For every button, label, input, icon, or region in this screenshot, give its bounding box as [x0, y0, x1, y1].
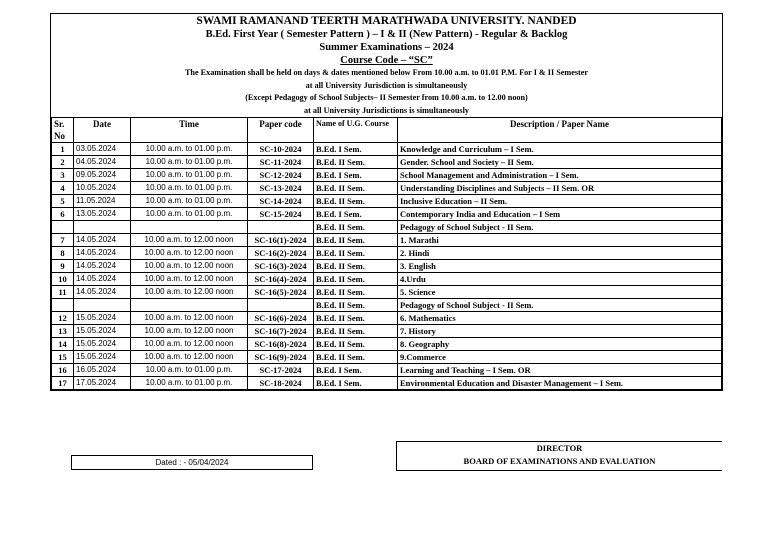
cell-date: 09.05.2024 [74, 169, 131, 182]
table-row [52, 325, 722, 338]
cell-course: B.Ed. II Sem. [314, 351, 398, 364]
table-row [52, 143, 722, 156]
cell-course: B.Ed. I Sem. [314, 208, 398, 221]
cell-date: 14.05.2024 [74, 286, 131, 299]
col-header-time: Time [131, 118, 248, 143]
cell-sr: 8 [52, 247, 74, 260]
table-row [52, 312, 722, 325]
cell-time: 10.00 a.m. to 01.00 p.m. [131, 195, 248, 208]
cell-course: B.Ed. I Sem. [314, 143, 398, 156]
cell-sr: 5 [52, 195, 74, 208]
cell-code: SC-16(6)-2024 [248, 312, 314, 325]
table-row [52, 273, 722, 286]
board-name: BOARD OF EXAMINATIONS AND EVALUATION [463, 456, 656, 466]
program-title: B.Ed. First Year ( Semester Pattern ) – I & II (New Pattern) - Regular & Backlog [205, 29, 568, 40]
exam-note-1: The Examination shall be held on days & dates mentioned below From 10.00 a.m. to 01.01 P.M. For I & II Semester [184, 68, 589, 77]
cell-code: SC-10-2024 [248, 143, 314, 156]
cell-course: B.Ed. II Sem. [314, 221, 398, 234]
director-box [396, 441, 722, 471]
table-row [52, 156, 722, 169]
col-header-sr: Sr. No [52, 118, 74, 143]
cell-code: SC-16(5)-2024 [248, 286, 314, 299]
cell-date: 17.05.2024 [74, 377, 131, 390]
cell-date: 15.05.2024 [74, 351, 131, 364]
cell-sr: 9 [52, 260, 74, 273]
exam-title: Summer Examinations – 2024 [319, 42, 454, 53]
cell-desc: School Management and Administration – I Sem. [398, 169, 722, 182]
cell-code: SC-16(7)-2024 [248, 325, 314, 338]
cell-time: 10.00 a.m. to 01.00 p.m. [131, 377, 248, 390]
cell-sr [52, 299, 74, 312]
cell-course: B.Ed. II Sem. [314, 247, 398, 260]
cell-course: B.Ed. II Sem. [314, 273, 398, 286]
cell-date: 15.05.2024 [74, 325, 131, 338]
cell-time: 10.00 a.m. to 01.00 p.m. [131, 208, 248, 221]
course-code: Course Code – “SC” [340, 55, 433, 66]
cell-date: 15.05.2024 [74, 312, 131, 325]
cell-time: 10.00 a.m. to 12.00 noon [131, 286, 248, 299]
cell-time [131, 299, 248, 312]
cell-date: 03.05.2024 [74, 143, 131, 156]
cell-code [248, 299, 314, 312]
cell-sr: 1 [52, 143, 74, 156]
cell-desc: 2. Hindi [398, 247, 722, 260]
cell-course: B.Ed. II Sem. [314, 195, 398, 208]
cell-code: SC-16(3)-2024 [248, 260, 314, 273]
director-title: DIRECTOR [536, 443, 583, 453]
exam-note-2: at all University Jurisdiction is simultaneously [305, 80, 468, 90]
cell-code: SC-15-2024 [248, 208, 314, 221]
cell-desc: Pedagogy of School Subject - II Sem. [398, 299, 722, 312]
table-row [52, 286, 722, 299]
cell-date: 14.05.2024 [74, 260, 131, 273]
cell-time: 10.00 a.m. to 12.00 noon [131, 312, 248, 325]
cell-desc: 1. Marathi [398, 234, 722, 247]
cell-sr: 16 [52, 364, 74, 377]
cell-time: 10.00 a.m. to 01.00 p.m. [131, 364, 248, 377]
cell-sr: 7 [52, 234, 74, 247]
cell-desc: Learning and Teaching – I Sem. OR [398, 364, 722, 377]
cell-code: SC-13-2024 [248, 182, 314, 195]
cell-time: 10.00 a.m. to 12.00 noon [131, 247, 248, 260]
cell-course: B.Ed. II Sem. [314, 312, 398, 325]
table-row [52, 260, 722, 273]
cell-course: B.Ed. II Sem. [314, 338, 398, 351]
document-header [51, 14, 722, 117]
cell-desc: 7. History [398, 325, 722, 338]
cell-sr: 11 [52, 286, 74, 299]
cell-date: 14.05.2024 [74, 247, 131, 260]
cell-desc: 4.Urdu [398, 273, 722, 286]
cell-time: 10.00 a.m. to 01.00 p.m. [131, 143, 248, 156]
exam-note-3: (Except Pedagogy of School Subjects– II Semester from 10.00 a.m. to 12.00 noon) [245, 93, 528, 102]
cell-date [74, 299, 131, 312]
cell-time: 10.00 a.m. to 12.00 noon [131, 338, 248, 351]
cell-date: 15.05.2024 [74, 338, 131, 351]
table-row [52, 221, 722, 234]
cell-sr: 17 [52, 377, 74, 390]
cell-code: SC-14-2024 [248, 195, 314, 208]
cell-code: SC-17-2024 [248, 364, 314, 377]
table-row [52, 234, 722, 247]
cell-date: 16.05.2024 [74, 364, 131, 377]
cell-date: 13.05.2024 [74, 208, 131, 221]
cell-sr: 4 [52, 182, 74, 195]
cell-sr: 3 [52, 169, 74, 182]
university-name: SWAMI RAMANAND TEERTH MARATHWADA UNIVERSITY. NANDED [196, 15, 577, 27]
cell-sr: 2 [52, 156, 74, 169]
dated-box: Dated : - 05/04/2024 [71, 455, 313, 470]
cell-desc: Environmental Education and Disaster Management – I Sem. [398, 377, 722, 390]
cell-desc: Gender. School and Society – II Sem. [398, 156, 722, 169]
cell-desc: Understanding Disciplines and Subjects – II Sem. OR [398, 182, 722, 195]
cell-sr: 14 [52, 338, 74, 351]
cell-desc: 6. Mathematics [398, 312, 722, 325]
cell-time: 10.00 a.m. to 12.00 noon [131, 351, 248, 364]
cell-time: 10.00 a.m. to 01.00 p.m. [131, 156, 248, 169]
col-header-paper-code: Paper code [248, 118, 314, 143]
cell-sr: 15 [52, 351, 74, 364]
table-row [52, 299, 722, 312]
cell-desc: 5. Science [398, 286, 722, 299]
cell-code: SC-12-2024 [248, 169, 314, 182]
cell-date: 14.05.2024 [74, 234, 131, 247]
cell-desc: Contemporary India and Education – I Sem [398, 208, 722, 221]
cell-course: B.Ed. II Sem. [314, 156, 398, 169]
cell-sr [52, 221, 74, 234]
cell-time: 10.00 a.m. to 01.00 p.m. [131, 169, 248, 182]
cell-course: B.Ed. II Sem. [314, 299, 398, 312]
table-row [52, 364, 722, 377]
cell-desc: Pedagogy of School Subject - II Sem. [398, 221, 722, 234]
cell-time: 10.00 a.m. to 12.00 noon [131, 260, 248, 273]
cell-time: 10.00 a.m. to 01.00 p.m. [131, 182, 248, 195]
cell-time: 10.00 a.m. to 12.00 noon [131, 325, 248, 338]
cell-code [248, 221, 314, 234]
table-row [52, 182, 722, 195]
cell-time: 10.00 a.m. to 12.00 noon [131, 273, 248, 286]
cell-code: SC-16(2)-2024 [248, 247, 314, 260]
cell-date: 14.05.2024 [74, 273, 131, 286]
cell-course: B.Ed. I Sem. [314, 377, 398, 390]
timetable-sheet [50, 13, 723, 391]
cell-course: B.Ed. II Sem. [314, 182, 398, 195]
cell-date [74, 221, 131, 234]
cell-course: B.Ed. II Sem. [314, 286, 398, 299]
cell-date: 10.05.2024 [74, 182, 131, 195]
cell-course: B.Ed. I Sem. [314, 169, 398, 182]
table-row [52, 338, 722, 351]
cell-course: B.Ed. I Sem. [314, 364, 398, 377]
table-row [52, 195, 722, 208]
cell-time: 10.00 a.m. to 12.00 noon [131, 234, 248, 247]
cell-sr: 12 [52, 312, 74, 325]
cell-course: B.Ed. II Sem. [314, 260, 398, 273]
cell-code: SC-16(4)-2024 [248, 273, 314, 286]
exam-schedule-table [51, 117, 722, 390]
col-header-date: Date [74, 118, 131, 143]
cell-date: 04.05.2024 [74, 156, 131, 169]
cell-code: SC-16(1)-2024 [248, 234, 314, 247]
cell-code: SC-16(8)-2024 [248, 338, 314, 351]
table-row [52, 351, 722, 364]
cell-sr: 10 [52, 273, 74, 286]
cell-date: 11.05.2024 [74, 195, 131, 208]
cell-code: SC-18-2024 [248, 377, 314, 390]
cell-course: B.Ed. II Sem. [314, 234, 398, 247]
table-row [52, 247, 722, 260]
cell-desc: Inclusive Education – II Sem. [398, 195, 722, 208]
cell-desc: 3. English [398, 260, 722, 273]
cell-desc: 9.Commerce [398, 351, 722, 364]
cell-sr: 6 [52, 208, 74, 221]
cell-code: SC-11-2024 [248, 156, 314, 169]
cell-course: B.Ed. II Sem. [314, 325, 398, 338]
table-row [52, 169, 722, 182]
table-row [52, 377, 722, 390]
cell-code: SC-16(9)-2024 [248, 351, 314, 364]
table-row [52, 208, 722, 221]
col-header-course: Name of U.G. Course [314, 118, 398, 143]
col-header-description: Description / Paper Name [398, 118, 722, 143]
exam-note-4: at all University Jurisdictions is simultaneously [304, 105, 469, 115]
cell-sr: 13 [52, 325, 74, 338]
cell-desc: Knowledge and Curriculum – I Sem. [398, 143, 722, 156]
cell-time [131, 221, 248, 234]
cell-desc: 8. Geography [398, 338, 722, 351]
